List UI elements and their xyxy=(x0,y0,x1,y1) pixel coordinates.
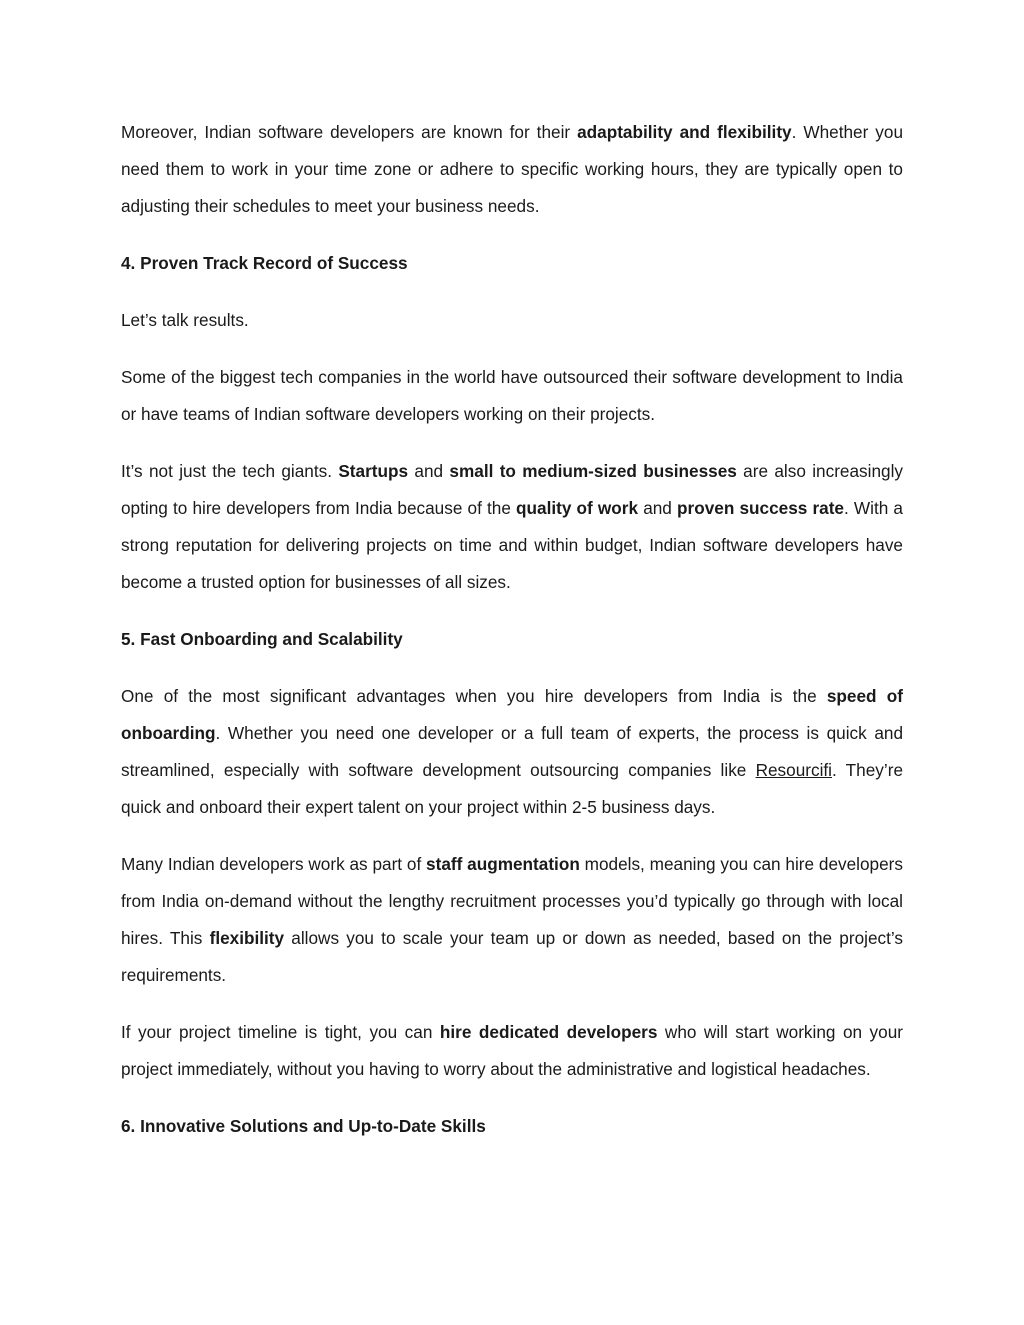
text-run: and xyxy=(408,461,450,481)
text-run: models, meaning you can hire developers from India on-demand without the lengthy recruitment processes you’d typically go through with local hires. This xyxy=(121,854,903,948)
text-run: are also increasingly opting to hire developers from India because of the xyxy=(121,461,903,518)
section-heading-6: 6. Innovative Solutions and Up-to-Date Skills xyxy=(121,1116,486,1136)
paragraph-tech-giants xyxy=(121,453,903,601)
document-page xyxy=(121,114,903,1145)
text-run: If your project timeline is tight, you can xyxy=(121,1022,440,1042)
text-run: who will start working on your project immediately, without you having to worry about the administrative and logistical headaches. xyxy=(121,1022,903,1079)
resourcifi-link[interactable]: Resourcifi xyxy=(755,760,832,780)
text-run: One of the most significant advantages when you hire developers from India is the xyxy=(121,686,827,706)
paragraph-lets-talk: Let’s talk results. xyxy=(121,310,249,330)
bold-startups: Startups xyxy=(338,461,409,481)
paragraph-onboarding xyxy=(121,678,903,826)
bold-proven-success-rate: proven success rate xyxy=(677,498,844,518)
text-run: . With a strong reputation for delivering projects on time and within budget, Indian software developers have become a trusted option for businesses of all sizes. xyxy=(121,498,903,592)
text-run: Moreover, Indian software developers are known for their xyxy=(121,122,578,142)
section-heading-5: 5. Fast Onboarding and Scalability xyxy=(121,629,403,649)
bold-flexibility: flexibility xyxy=(209,928,285,948)
text-run: It’s not just the tech giants. xyxy=(121,461,339,481)
paragraph-adaptability xyxy=(121,114,903,225)
paragraph-staff-augmentation xyxy=(121,846,903,994)
text-run: . They’re quick and onboard their expert talent on your project within 2-5 business days. xyxy=(121,760,903,817)
bold-adaptability: adaptability and flexibility xyxy=(577,122,792,142)
bold-speed-of-onboarding: speed of onboarding xyxy=(121,686,903,743)
text-run: . Whether you need them to work in your time zone or adhere to specific working hours, they are typically open to adjusting their schedules to meet your business needs. xyxy=(121,122,903,216)
section-heading-4: 4. Proven Track Record of Success xyxy=(121,253,408,273)
bold-quality-of-work: quality of work xyxy=(516,498,639,518)
text-run: Many Indian developers work as part of xyxy=(121,854,427,874)
bold-smb: small to medium-sized businesses xyxy=(449,461,737,481)
bold-staff-augmentation: staff augmentation xyxy=(426,854,580,874)
paragraph-tech-companies: Some of the biggest tech companies in the world have outsourced their software development to India or have teams of Indian software developers working on their projects. xyxy=(121,367,903,424)
bold-hire-dedicated-developers: hire dedicated developers xyxy=(439,1022,658,1042)
paragraph-dedicated-developers xyxy=(121,1014,903,1088)
text-run: allows you to scale your team up or down as needed, based on the project’s requirements. xyxy=(121,928,903,985)
text-run: and xyxy=(638,498,678,518)
text-run: . Whether you need one developer or a full team of experts, the process is quick and streamlined, especially with software development outsourcing companies like xyxy=(121,723,903,780)
